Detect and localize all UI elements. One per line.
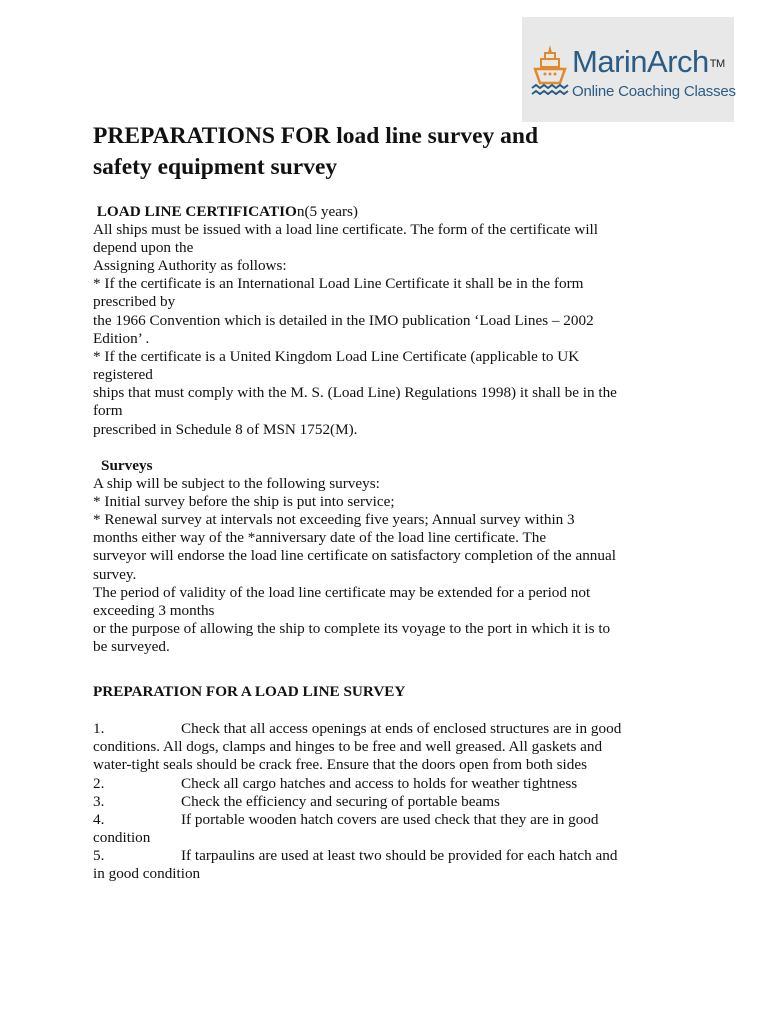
surveys-line: survey.: [93, 566, 137, 583]
logo-name: MarinArch™: [572, 44, 725, 79]
prep-item-text: conditions. All dogs, clamps and hinges to be free and well greased. All gaskets and: [93, 738, 603, 755]
prep-item-number: 2.: [93, 775, 105, 792]
surveys-line: surveyor will endorse the load line certificate on satisfactory completion of the annual: [93, 547, 616, 564]
cert-line: depend upon the: [93, 239, 194, 256]
cert-line: All ships must be issued with a load line certificate. The form of the certificate will: [93, 221, 598, 238]
surveys-line: * Initial survey before the ship is put into service;: [93, 493, 395, 510]
prep-item-text: Check that all access openings at ends of enclosed structures are in good: [181, 720, 622, 737]
prep-item-text: Check the efficiency and securing of portable beams: [181, 793, 500, 810]
surveys-line: The period of validity of the load line certificate may be extended for a period not: [93, 584, 591, 601]
prep-item: [93, 738, 602, 756]
surveys-line: exceeding 3 months: [93, 602, 215, 619]
prep-item-text: condition: [93, 829, 151, 846]
prep-item-text: Check all cargo hatches and access to holds for weather tightness: [181, 775, 578, 792]
surveys-line: or the purpose of allowing the ship to complete its voyage to the port in which it is to: [93, 620, 611, 637]
prep-item-text: water-tight seals should be crack free. Ensure that the doors open from both sides: [93, 756, 587, 773]
prep-item: [93, 775, 577, 793]
prep-item: [93, 793, 500, 811]
cert-line: ships that must comply with the M. S. (Load Line) Regulations 1998) it shall be in the: [93, 384, 617, 401]
title-line-1: PREPARATIONS FOR load line survey and: [93, 123, 539, 149]
prep-item: [93, 865, 200, 883]
prep-item: [93, 811, 599, 829]
prep-item-number: 1.: [93, 720, 105, 737]
prep-item-number: 3.: [93, 793, 105, 810]
logo: [522, 17, 734, 122]
prep-item: [93, 756, 587, 774]
cert-line: form: [93, 402, 123, 419]
prep-item-text: in good condition: [93, 865, 201, 882]
logo-tagline: Online Coaching Classes: [572, 83, 736, 100]
title-line-2: safety equipment survey: [93, 154, 338, 180]
surveys-heading: Surveys: [101, 457, 153, 474]
prep-item-text: If portable wooden hatch covers are used check that they are in good: [181, 811, 599, 828]
cert-heading-rest: n(5 years): [296, 203, 358, 220]
prep-item: [93, 720, 621, 738]
prep-item-text: If tarpaulins are used at least two should be provided for each hatch and: [181, 847, 618, 864]
cert-line: prescribed by: [93, 293, 176, 310]
prep-item-number: 5.: [93, 847, 105, 864]
prep-item: [93, 847, 618, 865]
cert-line: registered: [93, 366, 153, 383]
cert-line: Assigning Authority as follows:: [93, 257, 287, 274]
prep-item-number: 4.: [93, 811, 105, 828]
page-title: [93, 121, 653, 183]
cert-line: the 1966 Convention which is detailed in the IMO publication ‘Load Lines – 2002: [93, 312, 594, 329]
cert-line: * If the certificate is a United Kingdom Load Line Certificate (applicable to UK: [93, 348, 580, 365]
prep-heading: PREPARATION FOR A LOAD LINE SURVEY: [93, 683, 406, 700]
prep-item: [93, 829, 150, 847]
ship-logo-icon: [530, 43, 570, 99]
surveys-line: be surveyed.: [93, 638, 170, 655]
cert-heading-bold: LOAD LINE CERTIFICATIO: [96, 203, 297, 220]
cert-line: * If the certificate is an International Load Line Certificate it shall be in the form: [93, 275, 584, 292]
surveys-line: * Renewal survey at intervals not exceeding five years; Annual survey within 3: [93, 511, 575, 528]
cert-heading: [93, 203, 358, 221]
trademark: TM: [709, 58, 725, 70]
surveys-line: A ship will be subject to the following surveys:: [93, 475, 380, 492]
cert-line: Edition’ .: [93, 330, 150, 347]
surveys-line: months either way of the *anniversary date of the load line certificate. The: [93, 529, 547, 546]
cert-line: prescribed in Schedule 8 of MSN 1752(M).: [93, 421, 358, 438]
